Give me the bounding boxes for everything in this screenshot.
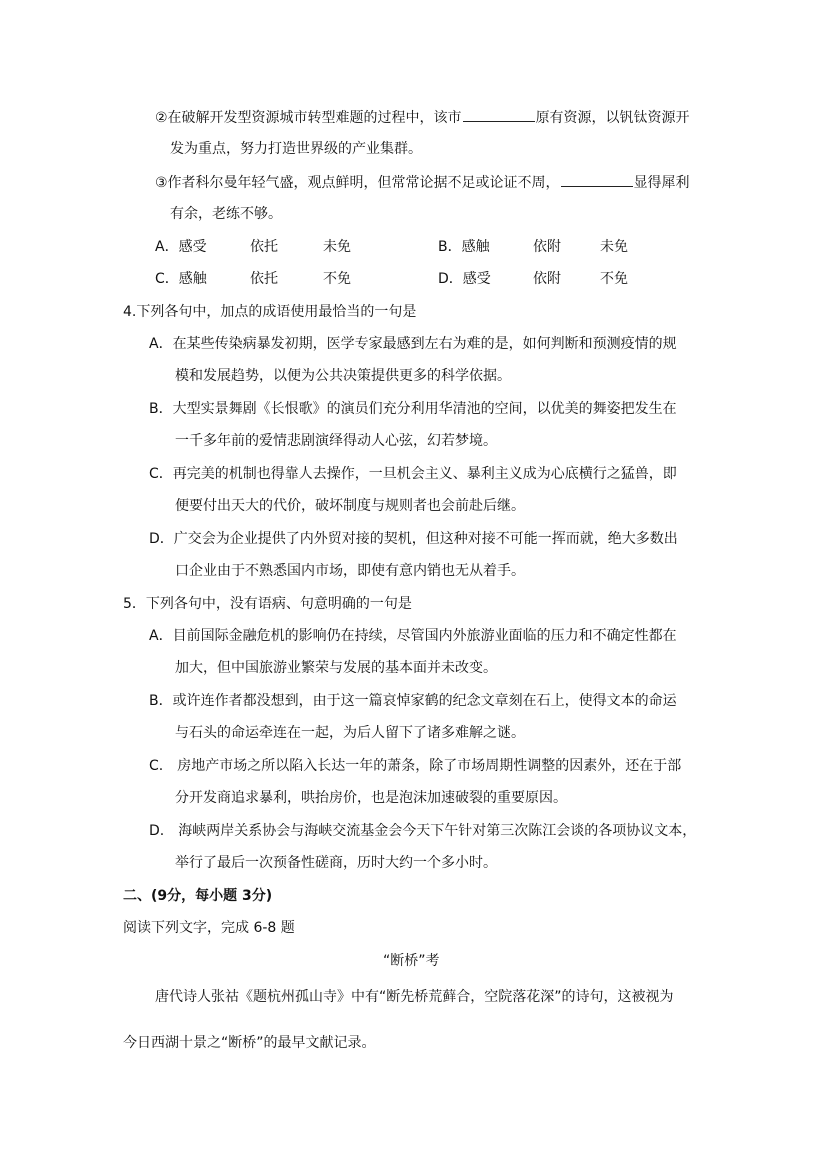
q3-option-b-word3: 未免 xyxy=(600,239,628,255)
q5-option-d-line2: 举行了最后一次预备性磋商，历时大约一个多小时。 xyxy=(175,855,497,871)
q3-item2-line2: 发为重点，努力打造世界级的产业集群。 xyxy=(170,141,422,157)
q3-option-a-word1: A．感受 xyxy=(155,239,207,255)
q3-option-a-word3: 未免 xyxy=(323,239,351,255)
q4-option-c-line2: 便要付出天大的代价，破坏制度与规则者也会前赴后继。 xyxy=(175,498,525,514)
q3-item3-line2: 有余，老练不够。 xyxy=(170,206,282,222)
q3-item2-text-a: ②在破解开发型资源城市转型难题的过程中，该市 xyxy=(155,110,462,126)
q3-option-b-word1: B．感触 xyxy=(438,239,490,255)
q4-option-b-line2: 一千多年前的爱情悲剧演绎得动人心弦，幻若梦境。 xyxy=(175,433,497,449)
section2-instruction: 阅读下列文字，完成 6-8 题 xyxy=(123,920,295,936)
q5-option-d-line1: D. 海峡两岸关系协会与海峡交流基金会今天下午针对第三次陈江会谈的各项协议文本， xyxy=(149,823,697,839)
q4-option-a-line1: A．在某些传染病暴发初期，医学专家最感到左右为难的是，如何判断和预测疫情的规 xyxy=(149,336,677,352)
q5-option-b-line1: B．或许连作者都没想到，由于这一篇哀悼家鹤的纪念文章刻在石上，使得文本的命运 xyxy=(149,693,677,709)
q5-stem: 5．下列各句中，没有语病、句意明确的一句是 xyxy=(123,596,412,612)
q5-option-a-line2: 加大，但中国旅游业繁荣与发展的基本面并未改变。 xyxy=(175,660,497,676)
q3-option-d-word2: 依附 xyxy=(533,271,561,287)
q4-option-a-line2: 模和发展趋势，以便为公共决策提供更多的科学依据。 xyxy=(175,368,511,384)
q3-option-c-word2: 依托 xyxy=(250,271,278,287)
q3-item2-blank xyxy=(463,107,535,122)
q3-item2-line1 xyxy=(155,107,690,128)
q5-option-c-line1: C. 房地产市场之所以陷入长达一年的萧条，除了市场周期性调整的因素外，还在于部 xyxy=(149,758,682,774)
q4-stem: 4.下列各句中，加点的成语使用最恰当的一句是 xyxy=(123,304,417,320)
q4-option-d-line1: D．广交会为企业提供了内外贸对接的契机，但这种对接不可能一挥而就，绝大多数出 xyxy=(149,531,678,547)
q4-option-c-line1: C．再完美的机制也得靠人去操作，一旦机会主义、暴利主义成为心底横行之猛兽，即 xyxy=(149,466,677,482)
q5-option-b-line2: 与石头的命运牵连在一起，为后人留下了诸多难解之谜。 xyxy=(175,725,525,741)
q3-option-c-word3: 不免 xyxy=(323,271,351,287)
q5-option-a-line1: A．目前国际金融危机的影响仍在持续，尽管国内外旅游业面临的压力和不确定性都在 xyxy=(149,628,677,644)
article-title: “断桥”考 xyxy=(383,953,440,969)
q3-item2-text-b: 原有资源，以钒钛资源开 xyxy=(535,110,690,126)
q3-item3-blank xyxy=(561,172,633,187)
q3-option-b-word2: 依附 xyxy=(533,239,561,255)
q3-option-a-word2: 依托 xyxy=(250,239,278,255)
q3-item3-line1 xyxy=(155,172,690,193)
q4-option-d-line2: 口企业由于不熟悉国内市场，即使有意内销也无从着手。 xyxy=(175,563,525,579)
article-paragraph-line1: 唐代诗人张祜《题杭州孤山寺》中有“断先桥荒藓合，空院落花深”的诗句，这被视为 xyxy=(155,989,674,1005)
article-paragraph-line2: 今日西湖十景之“断桥”的最早文献记录。 xyxy=(123,1035,376,1051)
q5-option-c-line2: 分开发商追求暴利，哄抬房价，也是泡沫加速破裂的重要原因。 xyxy=(175,790,567,806)
q3-item3-text-a: ③作者科尔曼年轻气盛，观点鲜明，但常常论据不足或论证不周， xyxy=(155,175,560,191)
q3-item3-text-b: 显得犀利 xyxy=(633,175,690,191)
section2-heading: 二、(9分，每小题 3分) xyxy=(123,888,273,904)
q4-option-b-line1: B．大型实景舞剧《长恨歌》的演员们充分利用华清池的空间，以优美的舞姿把发生在 xyxy=(149,401,677,417)
q3-option-d-word3: 不免 xyxy=(600,271,628,287)
q3-option-d-word1: D．感受 xyxy=(438,271,491,287)
q3-option-c-word1: C．感触 xyxy=(155,271,207,287)
